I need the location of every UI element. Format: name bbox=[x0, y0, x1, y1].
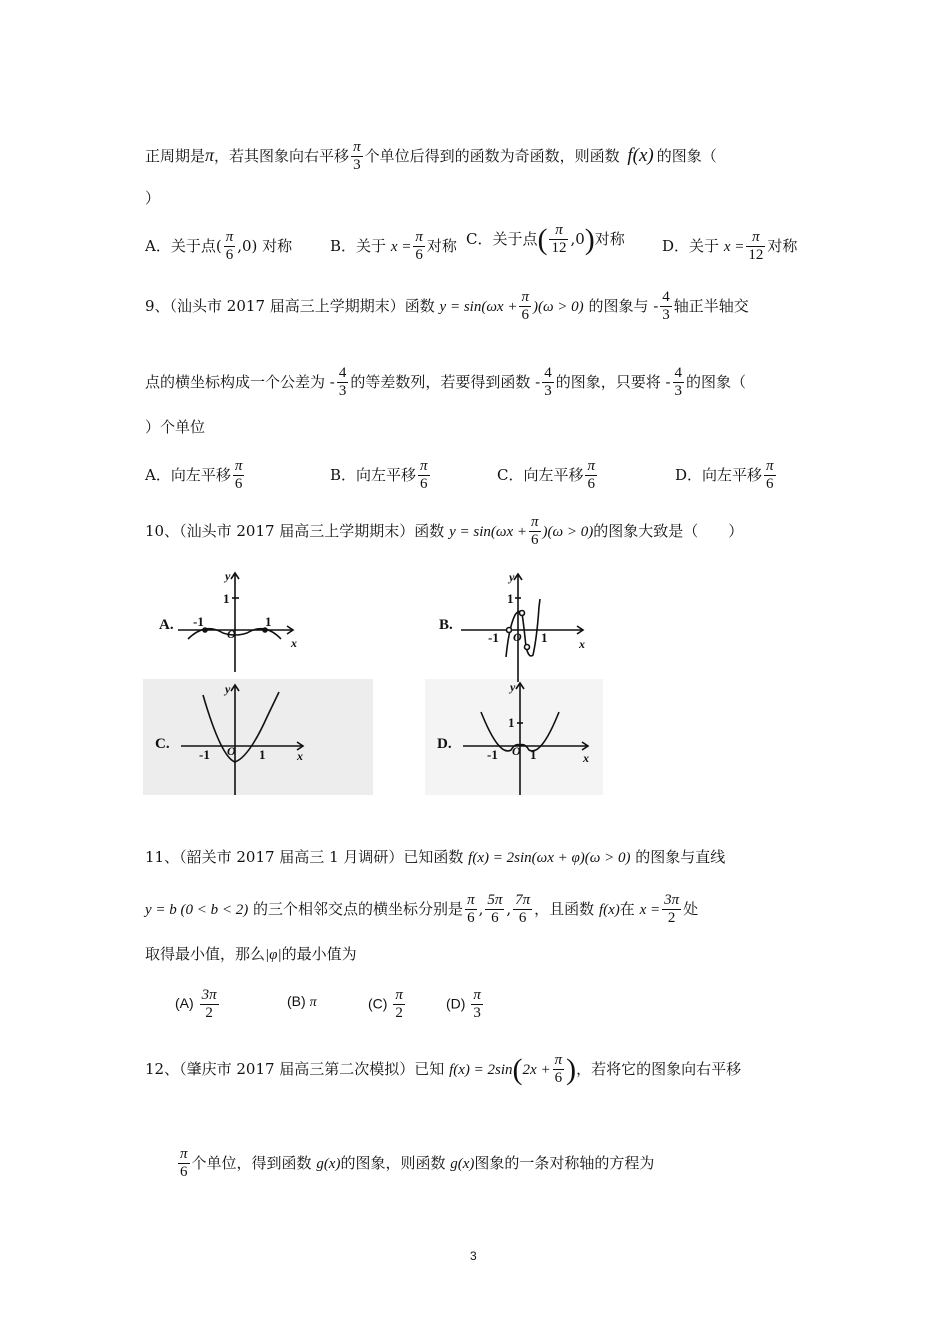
graph-a-x-label: x bbox=[291, 636, 297, 650]
q9-option-a: A．向左平移 $\frac{\pi}{6}$ bbox=[145, 458, 243, 493]
q8-options bbox=[145, 229, 292, 265]
graph-a-tick-1: 1 bbox=[223, 591, 230, 606]
graph-b-label: B. bbox=[439, 617, 453, 633]
q11-line-1: 11、（韶关市 2017 届高三 1 月调研）已知函数 f(x) = 2sin(ωx + φ)(ω > 0) 的图象与直线 bbox=[145, 848, 726, 866]
graph-b-tick-1: 1 bbox=[507, 591, 514, 606]
graph-d-label: D. bbox=[437, 736, 452, 752]
q11-option-c: (C) $\frac{\pi}{2}$ bbox=[368, 987, 403, 1022]
q9-option-d: D．向左平移 $\frac{\pi}{6}$ bbox=[675, 458, 774, 493]
q8-text-c: 个单位后得到的函数为奇函数，则函数 bbox=[364, 146, 620, 165]
graph-a-label: A. bbox=[159, 617, 174, 633]
q9-line-2: 点的横坐标构成一个公差为 - $\frac{4}{3}$ 的等差数列，若要得到函数 - $\frac{4}{3}$ 的图象，只要将 - $\frac{4}{3}$ 的图象（ bbox=[145, 365, 747, 400]
graph-c-tick-neg1: -1 bbox=[199, 747, 210, 762]
page-number: 3 bbox=[470, 1249, 477, 1263]
q11-options bbox=[175, 987, 221, 1023]
q9-function: y = sin(ωx + bbox=[439, 298, 518, 315]
q11-line-2: y = b (0 < b < 2) 的三个相邻交点的横坐标分别是 $\frac{\pi}{6}$ , $\frac{5\pi}{6}$ , $\frac{7\pi}{6}$ ，且函数 f(x)在 x = $\frac{3\pi}{2}$ 处 bbox=[145, 892, 699, 927]
q11-function: f(x) = 2sin(ωx + φ)(ω > 0) bbox=[468, 850, 631, 866]
graph-c-tick-pos1: 1 bbox=[259, 747, 266, 762]
q9-line-3: ）个单位 bbox=[145, 418, 206, 436]
pi-symbol: π bbox=[205, 144, 215, 165]
graph-b-origin: O bbox=[513, 630, 522, 644]
q10-graphs-figure bbox=[143, 567, 603, 797]
q11-line-3: 取得最小值，那么|φ|的最小值为 bbox=[145, 945, 357, 963]
q10-line-1: 10、（汕头市 2017 届高三上学期期末）函数 y = sin(ωx + $\frac{\pi}{6}$ )(ω > 0)的图象大致是（ ） bbox=[145, 514, 744, 549]
q11-option-a: (A) $\frac{3\pi}{2}$ bbox=[175, 987, 217, 1022]
graph-a-tick-neg1: -1 bbox=[193, 614, 204, 629]
graph-b-x-label: x bbox=[579, 637, 585, 651]
q8-text-a: 正周期是 bbox=[145, 146, 206, 165]
graph-d-tick-neg1: -1 bbox=[487, 747, 498, 762]
q8-text-d: 的图象（ bbox=[656, 146, 717, 165]
graph-c-origin: O bbox=[227, 744, 236, 758]
graph-d-x-label: x bbox=[583, 751, 589, 765]
graph-d-tick-pos1: 1 bbox=[530, 747, 537, 762]
graph-d-origin: O bbox=[512, 744, 521, 758]
q8-option-a: A．关于点( $\frac{\pi}{6}$ ,0) 对称 bbox=[145, 229, 293, 264]
graph-a-tick-pos1: 1 bbox=[265, 614, 272, 629]
q11-option-b: (B) π bbox=[287, 993, 317, 1010]
q8-text-b: ，若其图象向右平移 bbox=[214, 146, 350, 165]
q8-close-paren: ） bbox=[145, 189, 161, 207]
graph-b-y-label: y bbox=[509, 570, 515, 584]
graph-a-origin: O bbox=[227, 627, 236, 641]
graph-b-tick-pos1: 1 bbox=[541, 630, 548, 645]
graph-a-y-label: y bbox=[225, 569, 231, 583]
q8-option-d: D．关于 x = $\frac{\pi}{12}$ 对称 bbox=[662, 229, 798, 264]
q9-line-1: 9、（汕头市 2017 届高三上学期期末）函数 y = sin(ωx + $\frac{\pi}{6}$ )(ω > 0) 的图象与 - $\frac{4}{3}$ 轴正半轴交 bbox=[145, 289, 749, 324]
graph-b-tick-neg1: -1 bbox=[488, 630, 499, 645]
graph-c-label: C. bbox=[155, 736, 170, 752]
q9-option-b: B．向左平移 $\frac{\pi}{6}$ bbox=[330, 458, 428, 493]
q8-option-b: B．关于 x = $\frac{\pi}{6}$ 对称 bbox=[330, 229, 457, 264]
q11-option-d: (D) $\frac{\pi}{3}$ bbox=[446, 987, 481, 1022]
q9-option-c: C．向左平移 $\frac{\pi}{6}$ bbox=[497, 458, 595, 493]
q8-option-c: C．关于点( $\frac{\pi}{12}$ ,0)对称 bbox=[466, 222, 625, 257]
fraction-pi-3: $\frac{\pi}{3}$ bbox=[353, 139, 361, 174]
q12-line-2: $\frac{\pi}{6}$ 个单位，得到函数 g(x)的图象，则函数 g(x)图象的一条对称轴的方程为 bbox=[180, 1146, 655, 1181]
graph-c-x-label: x bbox=[297, 749, 303, 763]
graph-d-y-label: y bbox=[510, 680, 516, 694]
fx-expression: f(x) bbox=[627, 144, 654, 166]
q12-line-1: 12、（肇庆市 2017 届高三第二次模拟）已知 f(x) = 2sin(2x + $\frac{\pi}{6}$ )，若将它的图象向右平移 bbox=[145, 1052, 742, 1087]
graph-d-tick-1: 1 bbox=[508, 715, 515, 730]
graph-c-y-label: y bbox=[225, 682, 231, 696]
